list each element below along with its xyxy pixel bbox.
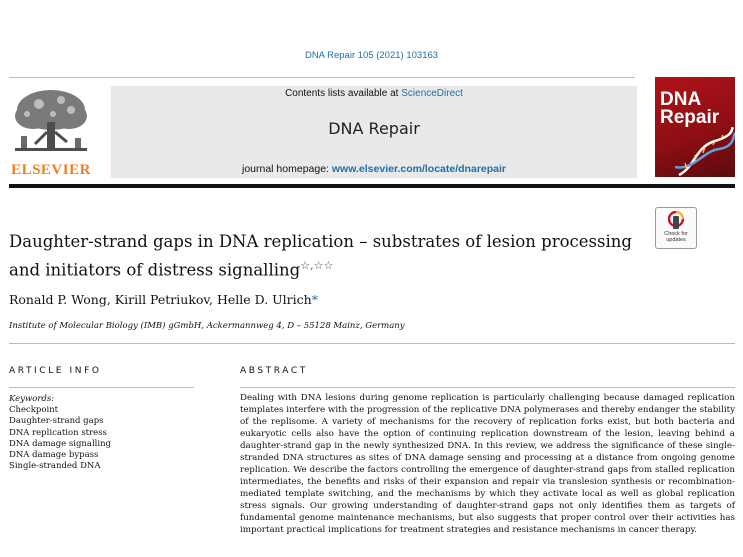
corresponding-author-mark[interactable]: * — [311, 292, 318, 307]
sciencedirect-link[interactable]: ScienceDirect — [401, 88, 463, 99]
abstract-heading: ABSTRACT — [240, 366, 308, 376]
keyword-item: DNA damage signalling — [9, 438, 112, 449]
article-info-heading: ARTICLE INFO — [9, 366, 102, 376]
author-names: Ronald P. Wong, Kirill Petriukov, Helle D. Ulrich — [9, 292, 312, 307]
journal-header-box — [111, 86, 637, 178]
article-info-rule — [9, 387, 194, 388]
abstract-rule — [240, 387, 735, 388]
cover-title-line2: Repair — [660, 107, 720, 128]
keyword-item: DNA replication stress — [9, 427, 107, 438]
keywords-label: Keywords: — [9, 394, 55, 404]
dna-helix-icon — [675, 127, 735, 177]
section-divider — [9, 343, 735, 344]
check-for-updates-icon — [668, 211, 684, 230]
keyword-item: Single-stranded DNA — [9, 461, 101, 472]
homepage-link[interactable]: www.elsevier.com/locate/dnarepair — [331, 163, 506, 175]
contents-line — [111, 88, 637, 99]
homepage-line — [111, 163, 637, 175]
affiliation: Institute of Molecular Biology (IMB) gGmbH, Ackermannweg 4, D – 55128 Mainz, Germany — [9, 321, 405, 331]
cover-title — [660, 91, 719, 127]
contents-prefix: Contents lists available at — [285, 88, 402, 99]
header-thick-rule — [9, 184, 735, 188]
cover-title-line1: DNA — [660, 89, 702, 110]
keyword-item: DNA damage bypass — [9, 450, 99, 461]
check-for-updates-line1: Check for — [664, 231, 688, 237]
elsevier-tree-logo-icon — [9, 86, 93, 162]
check-for-updates-line2: updates — [666, 237, 686, 243]
title-footnote-marks[interactable]: ☆,☆☆ — [300, 259, 334, 272]
journal-citation[interactable]: DNA Repair 105 (2021) 103163 — [304, 50, 439, 61]
homepage-prefix: journal homepage: — [241, 163, 332, 175]
journal-cover[interactable] — [655, 77, 735, 177]
keyword-item: Daughter-strand gaps — [9, 416, 104, 427]
keyword-item: Checkpoint — [9, 405, 59, 415]
keyword-list — [9, 405, 111, 473]
article-title-text: Daughter-strand gaps in DNA replication – substrates of lesion processing and initiators of distress signalling — [9, 232, 632, 280]
check-for-updates-button[interactable] — [655, 207, 697, 249]
journal-title: DNA Repair — [328, 119, 420, 138]
publisher-name: ELSEVIER — [11, 162, 91, 178]
header-divider — [9, 77, 635, 78]
article-title — [9, 230, 639, 283]
check-for-updates-label — [656, 231, 696, 243]
author-list — [9, 292, 318, 307]
abstract-text: Dealing with DNA lesions during genome replication is particularly challenging because damaged replication templates interfere with the progression of the replicative DNA polymerases and thereby endanger the stability of the replisome. A variety of mechanisms for the recovery of replication forks exist, but both bacteria and eukaryotic cells also have the option of continuing replication downstream of the lesion, leaving behind a daughter-strand gap in the newly synthesized DNA. In this review, we address the significance of these single-stranded DNA structures as sites of DNA damage sensing and processing at a distance from ongoing genome replication. We describe the factors controlling the emergence of daughter-strand gaps from stalled replication intermediates, the benefits and risks of their expansion and repair via translesion synthesis or recombination-mediated template switching, and the mechanisms by which they activate local as well as global replication stress signals. Our growing understanding of daughter-strand gaps not only identifies them as targets of fundamental genome maintenance mechanisms, but also suggests that proper control over their activities has important practical implications for treatment strategies and resistance mechanisms in cancer therapy. — [240, 393, 735, 535]
